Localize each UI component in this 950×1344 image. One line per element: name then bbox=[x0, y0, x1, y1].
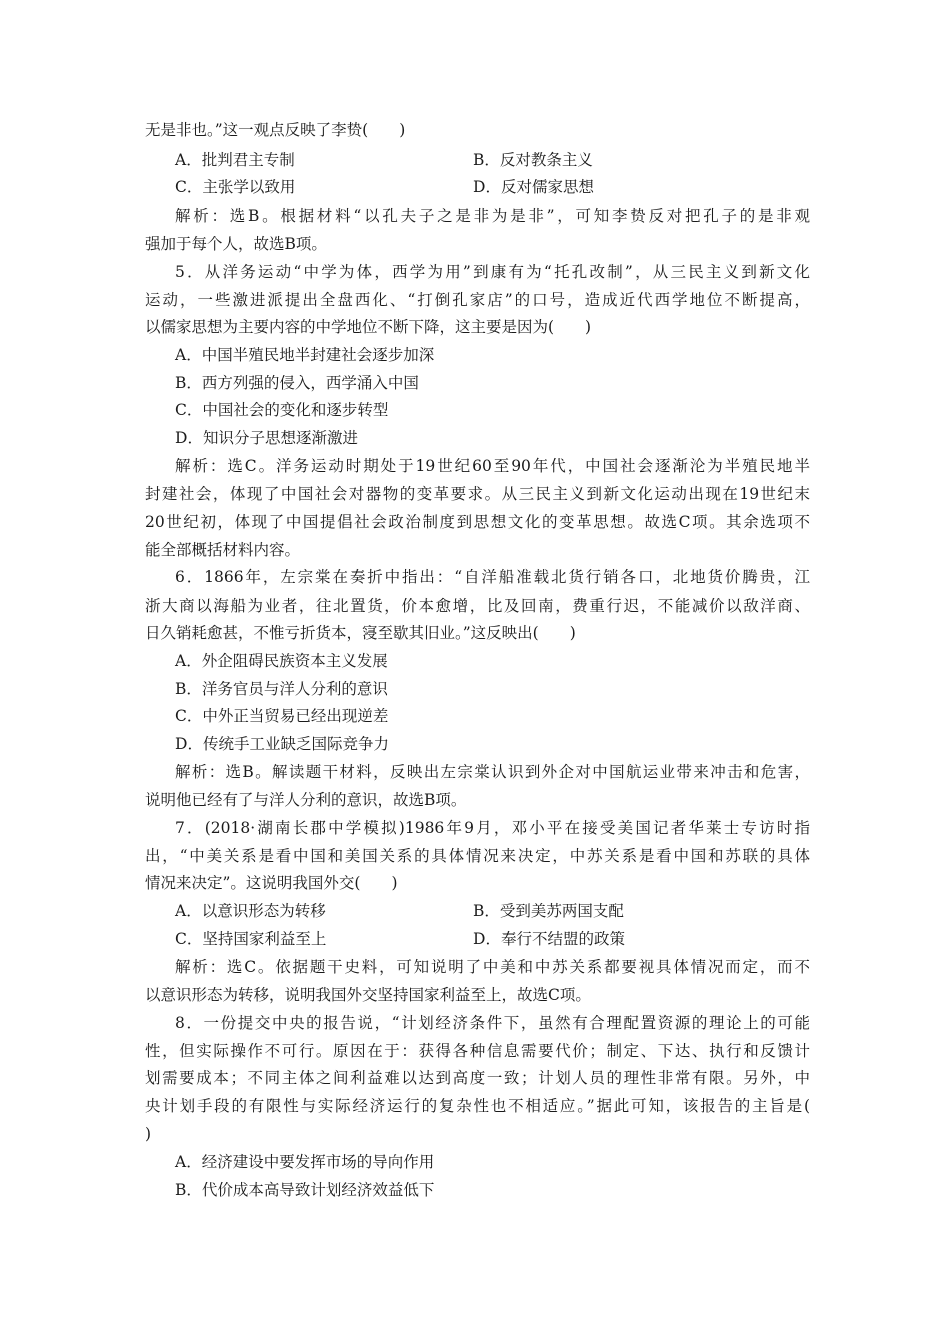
q8-stem-line: 性，但实际操作不可行。原因在于：获得各种信息需要代价；制定、下达、执行和反馈计 bbox=[145, 1042, 810, 1060]
q6-stem-line: 6．1866年，左宗棠在奏折中指出：“自洋船准载北货行销各口，北地货价腾贵，江 bbox=[175, 568, 810, 586]
q4-analysis-line: 强加于每个人，故选B项。 bbox=[145, 235, 327, 253]
q7-analysis-line: 以意识形态为转移，说明我国外交坚持国家利益至上，故选C项。 bbox=[145, 986, 591, 1004]
q8-option-a: A．经济建设中要发挥市场的导向作用 bbox=[175, 1153, 435, 1171]
q6-option-c: C．中外正当贸易已经出现逆差 bbox=[175, 707, 389, 725]
q5-analysis-line: 20世纪初，体现了中国提倡社会政治制度到思想文化的变革思想。故选C项。其余选项不 bbox=[145, 513, 810, 531]
option-text: 反对教条主义 bbox=[499, 151, 593, 169]
q7-option-b: B．受到美苏两国支配 bbox=[473, 902, 624, 920]
option-letter: B bbox=[175, 1181, 187, 1199]
option-letter: A bbox=[175, 346, 187, 364]
q7-option-d: D．奉行不结盟的政策 bbox=[473, 930, 625, 948]
q7-stem-line: 7．(2018·湖南长郡中学模拟)1986年9月，邓小平在接受美国记者华莱士专访时指 bbox=[175, 819, 810, 837]
q6-option-d: D．传统手工业缺乏国际竞争力 bbox=[175, 735, 389, 753]
q5-option-a: A．中国半殖民地半封建社会逐步加深 bbox=[175, 346, 435, 364]
q4-option-d: D．反对儒家思想 bbox=[473, 178, 594, 196]
option-letter: D bbox=[175, 429, 188, 447]
option-letter: A bbox=[175, 151, 187, 169]
q7-option-a: A．以意识形态为转移 bbox=[175, 902, 326, 920]
option-letter: C bbox=[175, 707, 187, 725]
q8-stem-line: 8．一份提交中央的报告说，“计划经济条件下，虽然有合理配置资源的理论上的可能 bbox=[175, 1014, 810, 1032]
option-letter: B bbox=[473, 151, 485, 169]
q5-option-b: B．西方列强的侵入，西学涌入中国 bbox=[175, 374, 419, 392]
option-text: 外企阻碍民族资本主义发展 bbox=[201, 652, 388, 670]
q8-option-b: B．代价成本高导致计划经济效益低下 bbox=[175, 1181, 435, 1199]
option-letter: B bbox=[175, 374, 187, 392]
q6-stem-line: 浙大商以海船为业者，往北置货，价本愈增，比及回南，费重行迟，不能减价以敌洋商、 bbox=[145, 597, 810, 615]
q5-option-c: C．中国社会的变化和逐步转型 bbox=[175, 401, 389, 419]
q4-stem-end: 无是非也。”这一观点反映了李贽( ) bbox=[145, 121, 406, 139]
q4-option-c: C．主张学以致用 bbox=[175, 178, 296, 196]
q7-stem-line: 情况来决定”。这说明我国外交( ) bbox=[145, 874, 398, 892]
option-letter: A bbox=[175, 1153, 187, 1171]
q6-analysis-line: 解析：选B。解读题干材料，反映出左宗棠认识到外企对中国航运业带来冲击和危害， bbox=[175, 763, 810, 781]
q5-stem-line: 以儒家思想为主要内容的中学地位不断下降，这主要是因为( ) bbox=[145, 318, 592, 336]
option-text: 中国社会的变化和逐步转型 bbox=[202, 401, 389, 419]
option-text: 代价成本高导致计划经济效益低下 bbox=[201, 1181, 435, 1199]
option-text: 西方列强的侵入，西学涌入中国 bbox=[201, 374, 419, 392]
q8-stem-line: 划需要成本；不同主体之间利益难以达到高度一致；计划人员的理性非常有限。另外，中 bbox=[145, 1069, 810, 1087]
option-text: 坚持国家利益至上 bbox=[202, 930, 327, 948]
q7-analysis-line: 解析：选C。依据题干史料，可知说明了中美和中苏关系都要视具体情况而定，而不 bbox=[175, 958, 810, 976]
q6-analysis-line: 说明他已经有了与洋人分利的意识，故选B项。 bbox=[145, 791, 467, 809]
option-letter: D bbox=[473, 930, 486, 948]
option-text: 奉行不结盟的政策 bbox=[500, 930, 625, 948]
q5-analysis-line: 能全部概括材料内容。 bbox=[145, 541, 301, 559]
q4-option-a: A．批判君主专制 bbox=[175, 151, 295, 169]
q6-stem-line: 日久销耗愈甚，不惟亏折货本，寖至歇其旧业。”这反映出( ) bbox=[145, 624, 576, 642]
q8-stem-line: 央计划手段的有限性与实际经济运行的复杂性也不相适应。”据此可知，该报告的主旨是( bbox=[145, 1097, 810, 1115]
q8-stem-line: ) bbox=[145, 1125, 152, 1143]
q4-option-b: B．反对教条主义 bbox=[473, 151, 593, 169]
q5-analysis-line: 解析：选C。洋务运动时期处于19世纪60至90年代，中国社会逐渐沦为半殖民地半 bbox=[175, 457, 810, 475]
option-text: 批判君主专制 bbox=[201, 151, 295, 169]
option-letter: A bbox=[175, 652, 187, 670]
option-text: 反对儒家思想 bbox=[500, 178, 594, 196]
q7-stem-line: 出，“中美关系是看中国和美国关系的具体情况来决定，中苏关系是看中国和苏联的具体 bbox=[145, 847, 810, 865]
option-letter: D bbox=[175, 735, 188, 753]
q6-option-a: A．外企阻碍民族资本主义发展 bbox=[175, 652, 388, 670]
q6-option-b: B．洋务官员与洋人分利的意识 bbox=[175, 680, 388, 698]
q5-stem-line: 5．从洋务运动“中学为体，西学为用”到康有为“托孔改制”，从三民主义到新文化 bbox=[175, 263, 810, 281]
option-letter: A bbox=[175, 902, 187, 920]
option-letter: B bbox=[473, 902, 485, 920]
option-text: 受到美苏两国支配 bbox=[499, 902, 624, 920]
option-text: 中外正当贸易已经出现逆差 bbox=[202, 707, 389, 725]
option-letter: C bbox=[175, 401, 187, 419]
option-text: 经济建设中要发挥市场的导向作用 bbox=[201, 1153, 435, 1171]
option-text: 主张学以致用 bbox=[202, 178, 296, 196]
option-letter: C bbox=[175, 178, 187, 196]
option-letter: C bbox=[175, 930, 187, 948]
q5-analysis-line: 封建社会，体现了中国社会对器物的变革要求。从三民主义到新文化运动出现在19世纪末 bbox=[145, 485, 810, 503]
option-letter: D bbox=[473, 178, 486, 196]
option-text: 中国半殖民地半封建社会逐步加深 bbox=[201, 346, 435, 364]
q5-option-d: D．知识分子思想逐渐激进 bbox=[175, 429, 358, 447]
q4-analysis-line: 解析：选B。根据材料“以孔夫子之是非为是非”，可知李贽反对把孔子的是非观 bbox=[175, 207, 810, 225]
option-letter: B bbox=[175, 680, 187, 698]
option-text: 以意识形态为转移 bbox=[201, 902, 326, 920]
q5-stem-line: 运动，一些激进派提出全盘西化、“打倒孔家店”的口号，造成近代西学地位不断提高， bbox=[145, 291, 810, 309]
option-text: 传统手工业缺乏国际竞争力 bbox=[202, 735, 389, 753]
option-text: 洋务官员与洋人分利的意识 bbox=[201, 680, 388, 698]
q7-option-c: C．坚持国家利益至上 bbox=[175, 930, 327, 948]
option-text: 知识分子思想逐渐激进 bbox=[202, 429, 358, 447]
